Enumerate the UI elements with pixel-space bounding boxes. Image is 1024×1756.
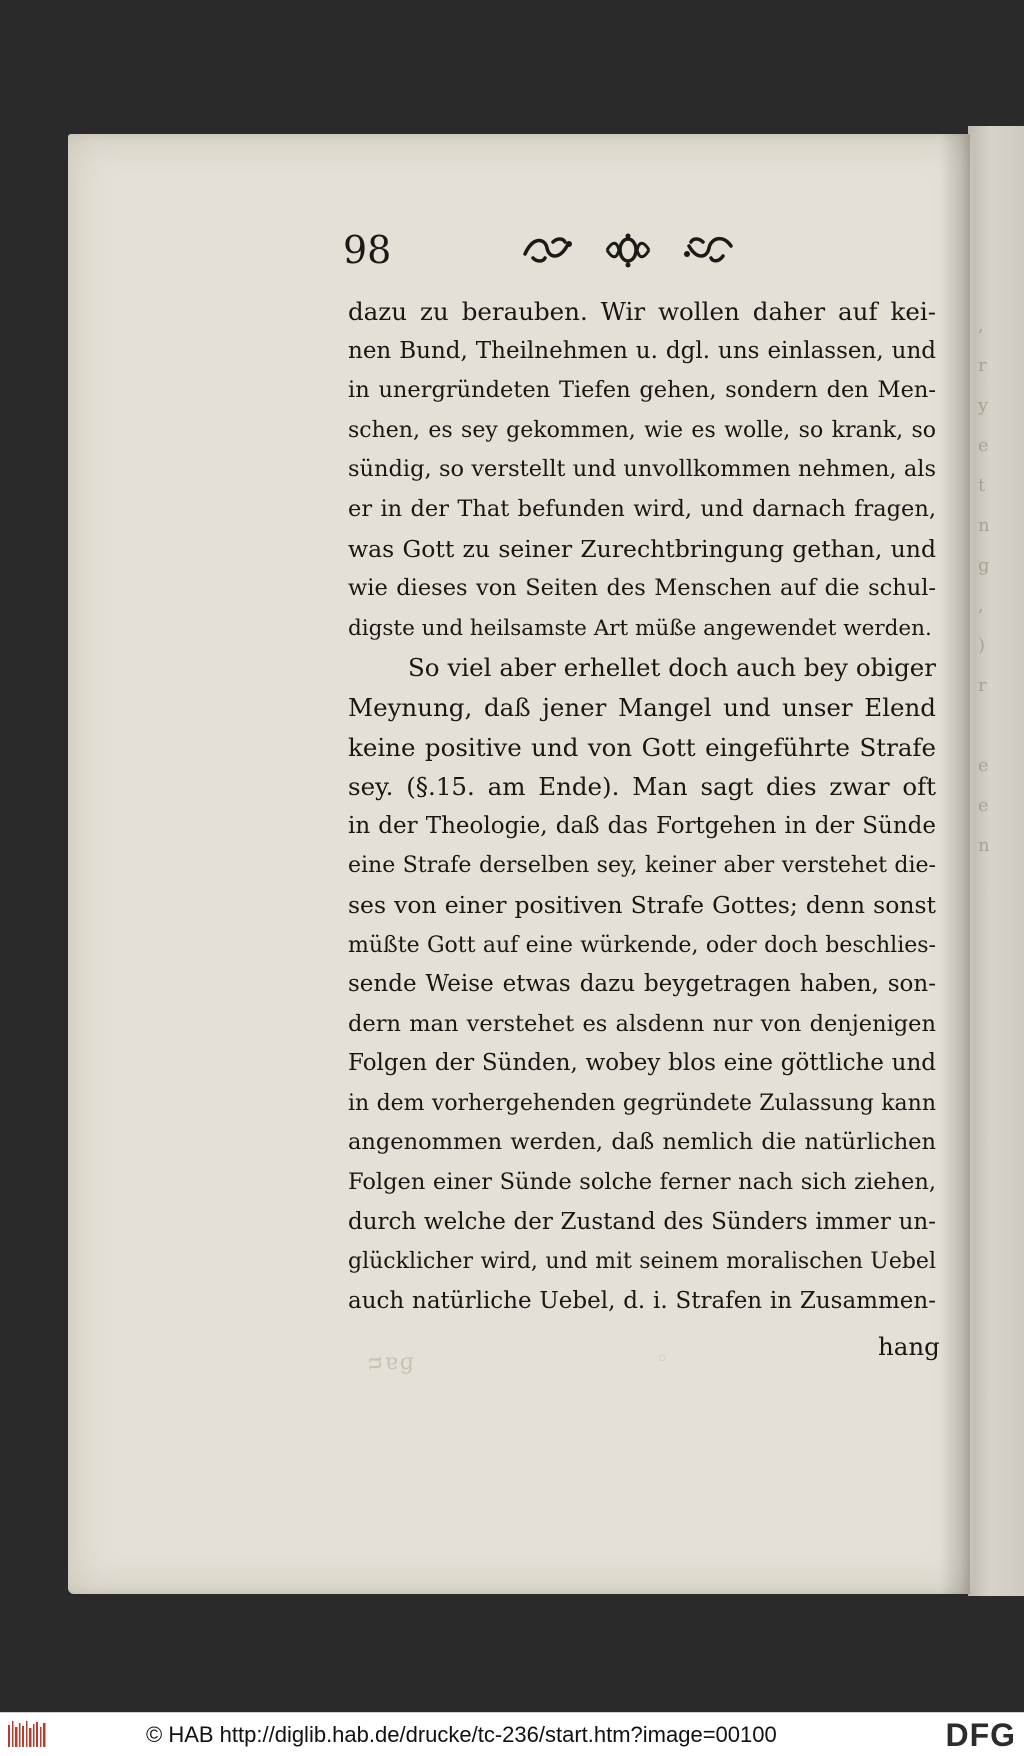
show-through-mark: ◦ (656, 1347, 669, 1372)
text-line: Folgen einer Sünde solche ferner nach sich ziehen, (348, 1169, 936, 1196)
ornament-center-icon (605, 232, 651, 270)
page-header (343, 228, 943, 278)
adjacent-page-edge (968, 126, 1024, 1596)
text-line: Meynung, daß jener Mangel und unser Elend (348, 692, 936, 722)
bleed-through-marks: , r y e t n g , ) r e e n (978, 315, 990, 856)
footer-bar (0, 1712, 1024, 1756)
text-line: in der Theologie, daß das Fortgehen in der Sünde (348, 812, 936, 839)
text-line: was Gott zu seiner Zurechtbringung gethan, und (348, 534, 936, 563)
text-line: er in der That befunden wird, und darnach fragen, (348, 495, 936, 522)
body-text (348, 292, 936, 1321)
catchword: hang (878, 1332, 940, 1361)
text-line: sey. (§.15. am Ende). Man sagt dies zwar oft (348, 772, 936, 802)
show-through-smudge: ᴝɐɡ (368, 1350, 416, 1375)
dfg-logo: DFG (945, 1717, 1016, 1753)
footer-credit: © HAB http://diglib.hab.de/drucke/tc-236/start.htm?image=00100 (146, 1722, 777, 1747)
text-line: nen Bund, Theilnehmen u. dgl. uns einlassen, und (348, 337, 936, 364)
ornament-left-icon (523, 232, 575, 268)
text-line: Folgen der Sünden, wobey blos eine göttliche und (348, 1050, 936, 1077)
text-line: dazu zu berauben. Wir wollen daher auf kei- (348, 297, 936, 326)
text-line: wie dieses von Seiten des Menschen auf die schul- (348, 575, 936, 602)
text-line: in unergründeten Tiefen gehen, sondern den Men- (348, 377, 936, 404)
page-number: 98 (343, 228, 392, 272)
text-line: eine Strafe derselben sey, keiner aber verstehet die- (348, 853, 936, 879)
text-line: angenommen werden, daß nemlich die natürlichen (348, 1129, 936, 1156)
text-line: keine positive und von Gott eingeführte Strafe (348, 732, 936, 762)
gutter-shadow (940, 134, 970, 1594)
ornament-right-icon (681, 232, 733, 268)
text-line: digste und heilsamste Art müße angewendet werden. (348, 615, 932, 641)
text-line: dern man verstehet es alsdenn nur von denjenigen (348, 1010, 936, 1037)
text-line: müßte Gott auf eine würkende, oder doch beschlies- (348, 932, 936, 958)
text-line: sündig, so verstellt und unvollkommen nehmen, als (348, 456, 936, 483)
text-line: in dem vorhergehenden gegründete Zulassung kann (348, 1090, 936, 1116)
text-line: glücklicher wird, und mit seinem moralischen Uebel (348, 1249, 936, 1275)
library-barcode-icon (8, 1721, 48, 1747)
text-line: durch welche der Zustand des Sünders immer un- (348, 1208, 936, 1235)
text-line: auch natürliche Uebel, d. i. Strafen in Zusammen- (348, 1287, 936, 1314)
text-line: sende Weise etwas dazu beygetragen haben, son- (348, 971, 936, 998)
text-line: So viel aber erhellet doch auch bey obiger (408, 653, 936, 683)
text-line: schen, es sey gekommen, wie es wolle, so krank, so (348, 417, 936, 443)
text-line: ses von einer positiven Strafe Gottes; denn sonst (348, 890, 936, 919)
